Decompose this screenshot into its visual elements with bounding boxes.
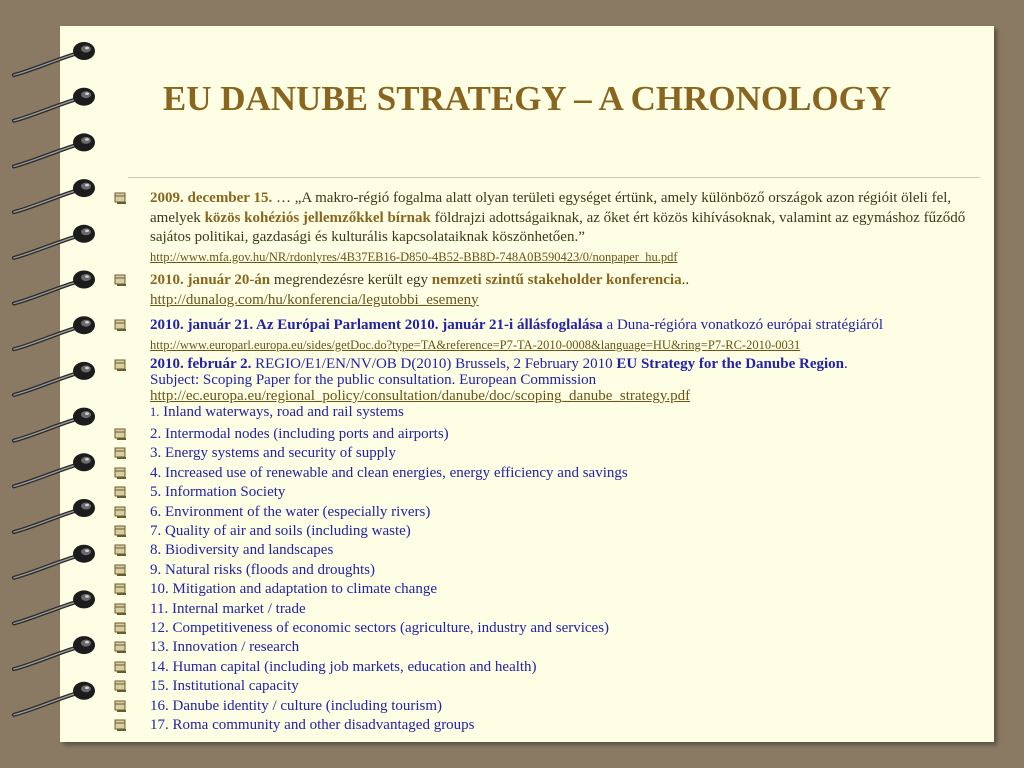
topic-text: 16. Danube identity / culture (including tourism) [150, 697, 443, 714]
entry-text: megrendezésre került egy [270, 272, 432, 288]
entry-link[interactable]: http://dunalog.com/hu/konferencia/legutobbi_esemeny [150, 291, 479, 308]
topic-item [150, 503, 996, 523]
bullet-icon [114, 641, 128, 654]
bullet-icon [114, 359, 128, 372]
topic-item [150, 522, 996, 542]
topic-text: 4. Increased use of renewable and clean energies, energy efficiency and savings [150, 464, 628, 481]
topic-item [150, 483, 996, 503]
bullet-icon [114, 192, 128, 205]
entry-link[interactable]: http://ec.europa.eu/regional_policy/consultation/danube/doc/scoping_danube_strategy.pdf [150, 388, 691, 404]
topic-item [150, 638, 996, 658]
bullet-icon [114, 583, 128, 596]
topic-item [150, 716, 996, 736]
entry-2010-februar-2 [150, 356, 996, 420]
entry-bold-text: 2010. január 21. Az Európai Parlament 2010. január 21-i állásfoglalása [150, 317, 603, 333]
bullet-icon [114, 700, 128, 713]
entry-date: 2009. december 15. [150, 190, 273, 206]
entry-bold-text: közös kohéziós jellemzőkkel bírnak [204, 209, 431, 226]
entry-text: REGIO/E1/EN/NV/OB D(2010) Brussels, 2 February 2010 [251, 356, 617, 372]
entry-link[interactable]: http://www.europarl.europa.eu/sides/getDoc.do?type=TA&reference=P7-TA-2010-0008&language=HU&ring=P7-RC-2010-0031 [150, 337, 801, 352]
topic-text: 10. Mitigation and adaptation to climate change [150, 581, 437, 598]
entry-text-cont: . [844, 356, 848, 372]
topic-text: 6. Environment of the water (especially rivers) [150, 503, 431, 520]
bullet-icon [114, 428, 128, 441]
topic-item [150, 561, 996, 581]
entry-2009-december [150, 189, 996, 267]
topic-number: 1. [150, 405, 160, 419]
bullet-icon [114, 447, 128, 460]
topic-text: 13. Innovation / research [150, 639, 300, 656]
topic-item [150, 580, 996, 600]
topic-item [150, 444, 996, 464]
entry-text: … „A makro-régió fogalma alatt olyan területi egységet értünk, amely különböző országok azon régióit öleli fel, amelyek [150, 190, 952, 226]
entry-2010-januar-20 [150, 271, 996, 310]
topic-item [150, 677, 996, 697]
bullet-icon [114, 486, 128, 499]
bullet-icon [114, 622, 128, 635]
bullet-icon [114, 544, 128, 557]
bullet-icon [114, 719, 128, 732]
entry-bold-text: EU Strategy for the Danube Region [616, 356, 844, 372]
entry-link[interactable]: http://www.mfa.gov.hu/NR/rdonlyres/4B37EB16-D850-4B52-BB8D-748A0B590423/0/nonpaper_hu.pdf [150, 249, 678, 264]
bullet-icon [114, 661, 128, 674]
topic-item [150, 697, 996, 717]
bullet-icon [114, 525, 128, 538]
entry-text: a Duna-régióra vonatkozó európai stratégiáról [602, 317, 884, 333]
topic-item [150, 425, 996, 445]
entry-text-cont: .. [681, 272, 690, 288]
topic-text: 2. Intermodal nodes (including ports and airports) [150, 426, 449, 442]
entry-text-cont: földrajzi adottságaiknak, az őket ért közös kihívásoknak, valamint az egymáshoz fűződő sajátos politikai, gazdasági és kulturális kapcsolataiknak köszönhetően.” [150, 209, 966, 245]
topic-item [150, 541, 996, 561]
entry-2010-januar-21 [150, 316, 996, 355]
topic-item [150, 464, 996, 484]
bullet-icon [114, 564, 128, 577]
bullet-icon [114, 319, 128, 332]
topic-item [150, 619, 996, 639]
entry-bold-text: nemzeti szintű stakeholder konferencia [431, 272, 682, 288]
entry-subject: Subject: Scoping Paper for the public consultation. European Commission [150, 372, 597, 388]
topic-text: 7. Quality of air and soils (including waste) [150, 523, 411, 539]
topic-item [150, 600, 996, 620]
topic-item [150, 658, 996, 678]
page-title: EU DANUBE STRATEGY – A CHRONOLOGY [162, 79, 892, 118]
bullet-icon [114, 603, 128, 616]
bullet-icon [114, 506, 128, 519]
topic-text: 14. Human capital (including job markets, education and health) [150, 658, 537, 675]
topic-text: Inland waterways, road and rail systems [159, 404, 404, 420]
topic-text: 8. Biodiversity and landscapes [150, 542, 334, 559]
entry-date: 2010. február 2. [150, 356, 252, 372]
topic-text: 5. Information Society [150, 484, 286, 501]
topic-text: 12. Competitiveness of economic sectors (agriculture, industry and services) [150, 620, 610, 636]
bullet-icon [114, 274, 128, 287]
entry-date: 2010. január 20-án [150, 272, 271, 288]
topic-text: 11. Internal market / trade [150, 600, 306, 617]
topic-text: 17. Roma community and other disadvantaged groups [150, 717, 475, 733]
topic-text: 9. Natural risks (floods and droughts) [150, 561, 375, 578]
topic-text: 15. Institutional capacity [150, 678, 299, 695]
spiral-binding-rings [0, 0, 110, 768]
bullet-icon [114, 467, 128, 480]
topic-text: 3. Energy systems and security of supply [150, 445, 396, 462]
bullet-icon [114, 680, 128, 693]
